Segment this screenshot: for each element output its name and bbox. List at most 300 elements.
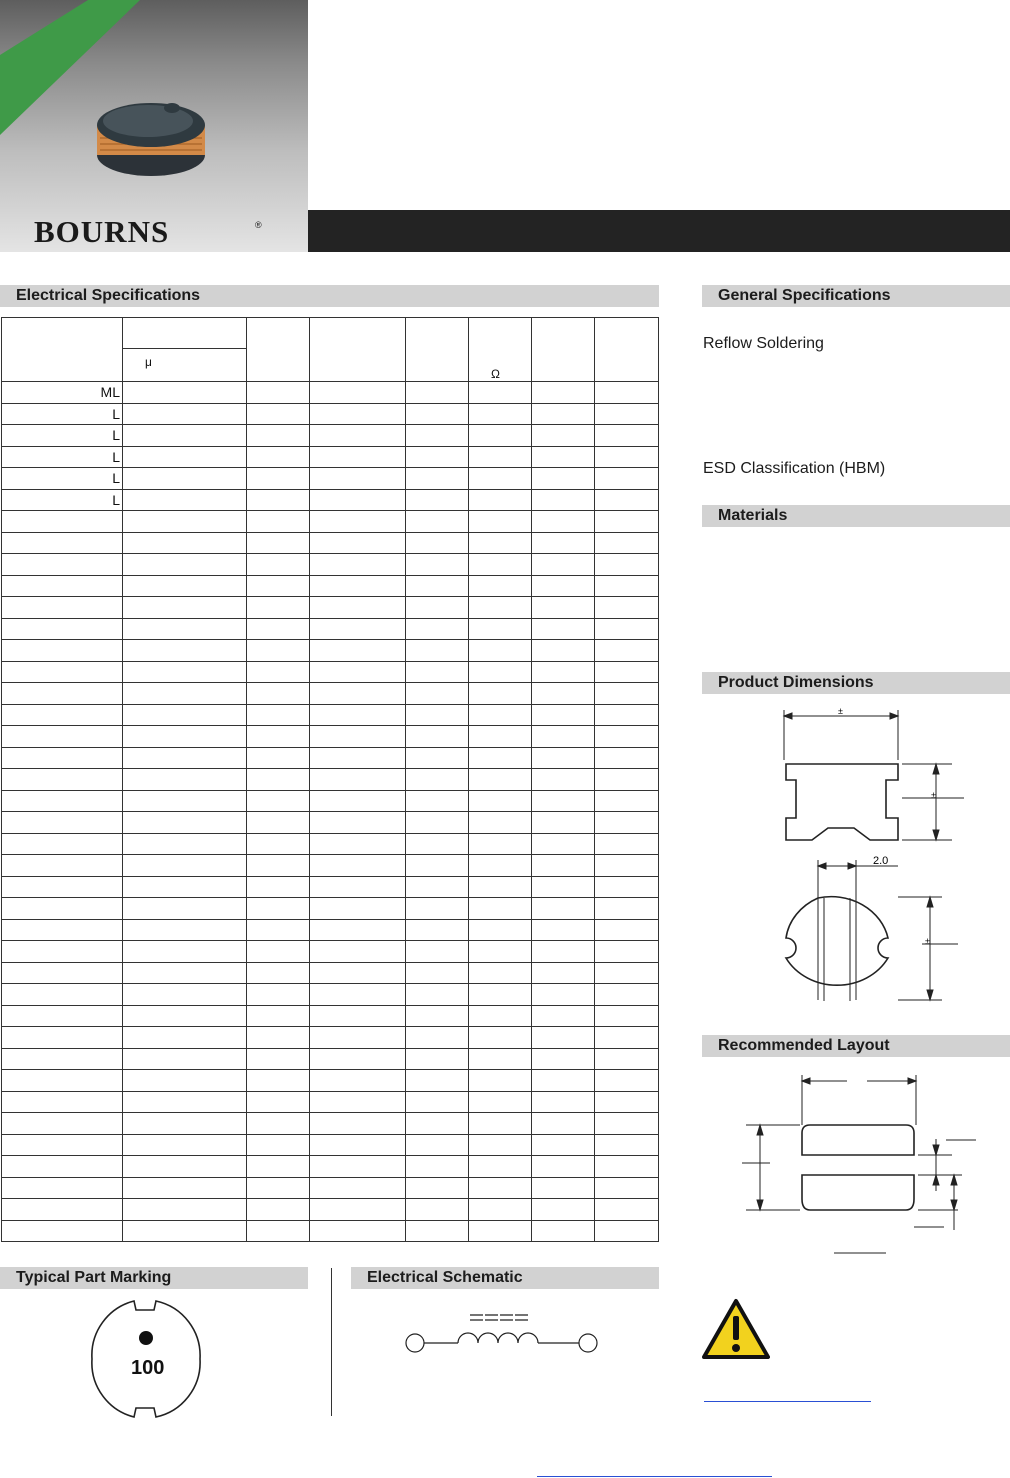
table-cell [469, 726, 532, 748]
table-row [2, 1070, 659, 1092]
table-cell [595, 812, 659, 834]
table-cell [123, 640, 247, 662]
table-cell [247, 962, 310, 984]
table-cell [595, 597, 659, 619]
table-cell [2, 1005, 123, 1027]
table-cell [595, 941, 659, 963]
table-cell [595, 919, 659, 941]
table-cell [469, 597, 532, 619]
table-cell [469, 812, 532, 834]
dimension-drawing [702, 700, 1010, 1010]
table-cell [247, 747, 310, 769]
table-cell [595, 726, 659, 748]
table-cell [469, 1027, 532, 1049]
table-cell [469, 769, 532, 791]
table-cell [532, 618, 595, 640]
table-cell [469, 1005, 532, 1027]
table-cell [123, 425, 247, 447]
table-cell [310, 597, 406, 619]
table-cell [532, 640, 595, 662]
table-header-cell [247, 318, 310, 382]
table-cell [247, 812, 310, 834]
table-cell [595, 790, 659, 812]
table-cell [123, 704, 247, 726]
table-cell [406, 919, 469, 941]
table-header-cell [310, 318, 406, 382]
table-cell [595, 1177, 659, 1199]
table-cell: L [2, 425, 123, 447]
table-cell [532, 489, 595, 511]
table-cell [123, 941, 247, 963]
table-cell [247, 382, 310, 404]
table-cell [247, 683, 310, 705]
table-cell [469, 919, 532, 941]
table-cell [469, 661, 532, 683]
table-cell [2, 1134, 123, 1156]
table-cell [123, 1220, 247, 1242]
table-cell [469, 941, 532, 963]
table-cell [123, 855, 247, 877]
table-row [2, 1134, 659, 1156]
table-cell [123, 1199, 247, 1221]
table-cell [123, 1005, 247, 1027]
table-cell [2, 898, 123, 920]
table-cell [247, 876, 310, 898]
table-cell [247, 898, 310, 920]
table-cell [469, 403, 532, 425]
table-cell [247, 425, 310, 447]
table-cell [123, 1070, 247, 1092]
table-cell [532, 726, 595, 748]
table-cell [469, 1156, 532, 1178]
table-cell [310, 962, 406, 984]
title-banner [308, 210, 1010, 252]
table-cell [2, 511, 123, 533]
table-row [2, 790, 659, 812]
table-cell [532, 382, 595, 404]
micro-unit: μ [145, 355, 152, 369]
table-cell [406, 1005, 469, 1027]
table-cell [310, 1156, 406, 1178]
table-cell [310, 1220, 406, 1242]
table-cell [310, 898, 406, 920]
table-cell [123, 1177, 247, 1199]
table-cell [469, 618, 532, 640]
table-row [2, 425, 659, 447]
table-cell [532, 876, 595, 898]
section-electrical-schematic: Electrical Schematic [351, 1267, 659, 1289]
table-cell [595, 554, 659, 576]
part-marking-code: 100 [131, 1357, 165, 1379]
table-row [2, 898, 659, 920]
table-cell [469, 1070, 532, 1092]
table-cell [123, 984, 247, 1006]
table-cell [532, 790, 595, 812]
table-cell [469, 489, 532, 511]
table-cell [406, 962, 469, 984]
table-row [2, 855, 659, 877]
table-cell [247, 640, 310, 662]
table-cell [406, 1134, 469, 1156]
table-cell [532, 425, 595, 447]
table-cell [595, 1220, 659, 1242]
table-cell [310, 941, 406, 963]
table-row [2, 704, 659, 726]
table-cell [406, 790, 469, 812]
table-cell [247, 1005, 310, 1027]
section-part-marking: Typical Part Marking [0, 1267, 308, 1289]
table-cell [532, 769, 595, 791]
table-cell [310, 468, 406, 490]
table-cell [532, 575, 595, 597]
table-row [2, 1091, 659, 1113]
table-cell [532, 898, 595, 920]
table-cell [406, 403, 469, 425]
table-cell [123, 919, 247, 941]
table-cell [247, 1177, 310, 1199]
table-row [2, 1199, 659, 1221]
table-cell [247, 575, 310, 597]
table-cell [469, 554, 532, 576]
table-cell [2, 597, 123, 619]
table-cell [2, 704, 123, 726]
table-cell [532, 1091, 595, 1113]
table-cell [310, 554, 406, 576]
table-cell [310, 747, 406, 769]
table-row [2, 1156, 659, 1178]
table-cell [406, 855, 469, 877]
table-row [2, 446, 659, 468]
table-cell [310, 446, 406, 468]
table-cell [2, 984, 123, 1006]
table-cell [247, 1027, 310, 1049]
table-cell [2, 1156, 123, 1178]
table-cell [595, 640, 659, 662]
table-cell [123, 726, 247, 748]
table-cell [310, 532, 406, 554]
table-cell [2, 1027, 123, 1049]
table-cell [2, 1199, 123, 1221]
table-cell [532, 984, 595, 1006]
table-cell [406, 640, 469, 662]
table-cell [310, 769, 406, 791]
table-cell [310, 511, 406, 533]
table-cell [532, 403, 595, 425]
table-cell [247, 855, 310, 877]
section-electrical-specs: Electrical Specifications [0, 285, 659, 307]
table-cell [406, 575, 469, 597]
table-cell [469, 683, 532, 705]
table-cell [247, 1156, 310, 1178]
table-cell [2, 790, 123, 812]
table-cell [247, 941, 310, 963]
table-cell [2, 575, 123, 597]
table-cell [310, 726, 406, 748]
table-cell [532, 532, 595, 554]
table-cell [310, 1177, 406, 1199]
table-cell [247, 403, 310, 425]
table-cell [310, 1199, 406, 1221]
reflow-soldering-label: Reflow Soldering [703, 335, 824, 352]
table-cell [595, 468, 659, 490]
table-cell [532, 597, 595, 619]
table-cell [595, 618, 659, 640]
table-cell [310, 640, 406, 662]
table-cell [406, 1027, 469, 1049]
table-cell [406, 769, 469, 791]
table-row [2, 812, 659, 834]
table-cell [123, 1134, 247, 1156]
table-cell: L [2, 446, 123, 468]
table-cell [310, 833, 406, 855]
table-row [2, 661, 659, 683]
table-cell [532, 855, 595, 877]
table-row [2, 511, 659, 533]
table-cell [532, 941, 595, 963]
section-product-dimensions: Product Dimensions [702, 672, 1010, 694]
table-cell [532, 747, 595, 769]
table-cell [123, 1091, 247, 1113]
table-row [2, 489, 659, 511]
table-header-cell [406, 318, 469, 382]
table-cell [469, 833, 532, 855]
table-cell [469, 640, 532, 662]
section-materials: Materials [702, 505, 1010, 527]
table-cell [532, 962, 595, 984]
inductor-schematic [400, 1305, 610, 1365]
table-cell [406, 446, 469, 468]
table-cell [123, 532, 247, 554]
table-cell [310, 683, 406, 705]
table-cell [469, 747, 532, 769]
table-cell [595, 425, 659, 447]
table-cell [247, 726, 310, 748]
table-cell [469, 704, 532, 726]
table-cell [2, 876, 123, 898]
table-cell [469, 790, 532, 812]
table-cell [469, 984, 532, 1006]
table-cell [532, 446, 595, 468]
table-cell [310, 1005, 406, 1027]
table-cell [123, 1113, 247, 1135]
table-cell [123, 1156, 247, 1178]
table-cell [406, 1048, 469, 1070]
table-cell [406, 532, 469, 554]
table-cell [406, 1177, 469, 1199]
table-cell [532, 1177, 595, 1199]
table-cell [247, 1091, 310, 1113]
table-cell [469, 1199, 532, 1221]
table-cell: L [2, 489, 123, 511]
table-cell [532, 468, 595, 490]
table-cell [123, 489, 247, 511]
table-cell [310, 790, 406, 812]
table-row [2, 919, 659, 941]
table-cell [123, 446, 247, 468]
table-cell [595, 575, 659, 597]
table-row [2, 941, 659, 963]
height-tolerance: ± [931, 790, 936, 800]
table-cell: L [2, 403, 123, 425]
table-cell [532, 661, 595, 683]
table-cell: L [2, 468, 123, 490]
table-cell [310, 855, 406, 877]
table-cell [310, 1048, 406, 1070]
table-header-cell [2, 318, 123, 382]
table-cell [310, 876, 406, 898]
table-cell [406, 683, 469, 705]
table-cell [123, 962, 247, 984]
table-cell [595, 1027, 659, 1049]
table-row [2, 1177, 659, 1199]
table-cell [310, 618, 406, 640]
table-cell [406, 1113, 469, 1135]
table-cell [2, 726, 123, 748]
table-cell [406, 941, 469, 963]
table-cell [532, 1134, 595, 1156]
table-cell [123, 747, 247, 769]
table-cell [532, 1070, 595, 1092]
pad-layout-drawing [702, 1065, 1010, 1265]
table-cell [469, 962, 532, 984]
table-cell [532, 1199, 595, 1221]
table-cell [406, 1091, 469, 1113]
table-cell [2, 1220, 123, 1242]
table-row [2, 876, 659, 898]
table-cell [123, 898, 247, 920]
table-cell [247, 984, 310, 1006]
table-cell [406, 1070, 469, 1092]
table-cell [595, 984, 659, 1006]
brand-logo: BOURNS [34, 214, 170, 249]
table-cell [532, 833, 595, 855]
inductance-unit-cell [123, 349, 247, 382]
table-cell [595, 683, 659, 705]
table-cell [595, 661, 659, 683]
table-cell [532, 554, 595, 576]
table-cell [123, 876, 247, 898]
table-row [2, 683, 659, 705]
table-cell [595, 1048, 659, 1070]
table-cell [469, 1113, 532, 1135]
table-cell [310, 704, 406, 726]
table-cell [2, 554, 123, 576]
table-cell [469, 446, 532, 468]
table-cell [406, 898, 469, 920]
esd-classification-label: ESD Classification (HBM) [703, 460, 886, 477]
table-cell [2, 1070, 123, 1092]
table-cell [469, 855, 532, 877]
table-cell [310, 425, 406, 447]
table-cell [532, 812, 595, 834]
table-cell [310, 661, 406, 683]
table-cell [469, 1134, 532, 1156]
width-tolerance: ± [838, 706, 843, 716]
table-cell [123, 833, 247, 855]
table-cell [532, 1113, 595, 1135]
table-cell [247, 532, 310, 554]
column-divider [331, 1268, 332, 1416]
table-cell [310, 1070, 406, 1092]
table-cell: ML [2, 382, 123, 404]
table-cell [595, 446, 659, 468]
link-underline[interactable] [704, 1401, 871, 1402]
section-recommended-layout: Recommended Layout [702, 1035, 1010, 1057]
table-row [2, 1005, 659, 1027]
footer-link-underline[interactable] [537, 1476, 772, 1477]
table-row [2, 726, 659, 748]
table-cell [247, 597, 310, 619]
table-cell [123, 554, 247, 576]
table-cell [406, 425, 469, 447]
table-row [2, 984, 659, 1006]
table-cell [469, 1220, 532, 1242]
table-cell [406, 554, 469, 576]
table-cell [406, 661, 469, 683]
table-cell [595, 1070, 659, 1092]
table-cell [310, 1091, 406, 1113]
table-cell [532, 1048, 595, 1070]
table-row [2, 554, 659, 576]
table-row [2, 575, 659, 597]
table-cell [2, 962, 123, 984]
table-cell [595, 704, 659, 726]
table-cell [2, 1091, 123, 1113]
table-cell [406, 597, 469, 619]
table-cell [469, 468, 532, 490]
table-cell [310, 403, 406, 425]
table-cell [406, 468, 469, 490]
table-row [2, 769, 659, 791]
table-cell [310, 812, 406, 834]
table-cell [595, 489, 659, 511]
table-cell [310, 1113, 406, 1135]
table-cell [469, 575, 532, 597]
table-row [2, 403, 659, 425]
table-cell [406, 876, 469, 898]
table-cell [123, 661, 247, 683]
table-cell [2, 812, 123, 834]
table-cell [247, 704, 310, 726]
table-cell [310, 919, 406, 941]
table-cell [469, 1177, 532, 1199]
table-cell [123, 812, 247, 834]
table-cell [406, 618, 469, 640]
table-cell [247, 919, 310, 941]
table-cell [532, 1027, 595, 1049]
table-cell [123, 1048, 247, 1070]
table-header-cell [595, 318, 659, 382]
table-cell [123, 1027, 247, 1049]
table-cell [595, 876, 659, 898]
table-cell [469, 532, 532, 554]
table-row [2, 468, 659, 490]
table-cell [406, 489, 469, 511]
table-cell [595, 962, 659, 984]
table-cell [532, 919, 595, 941]
table-cell [469, 898, 532, 920]
slot-width-value: 2.0 [873, 855, 889, 867]
table-row [2, 747, 659, 769]
table-cell [247, 489, 310, 511]
table-header-cell [123, 318, 247, 349]
table-cell [247, 769, 310, 791]
table-cell [595, 382, 659, 404]
table-cell [123, 403, 247, 425]
table-cell [532, 704, 595, 726]
table-cell [595, 769, 659, 791]
table-cell [595, 833, 659, 855]
